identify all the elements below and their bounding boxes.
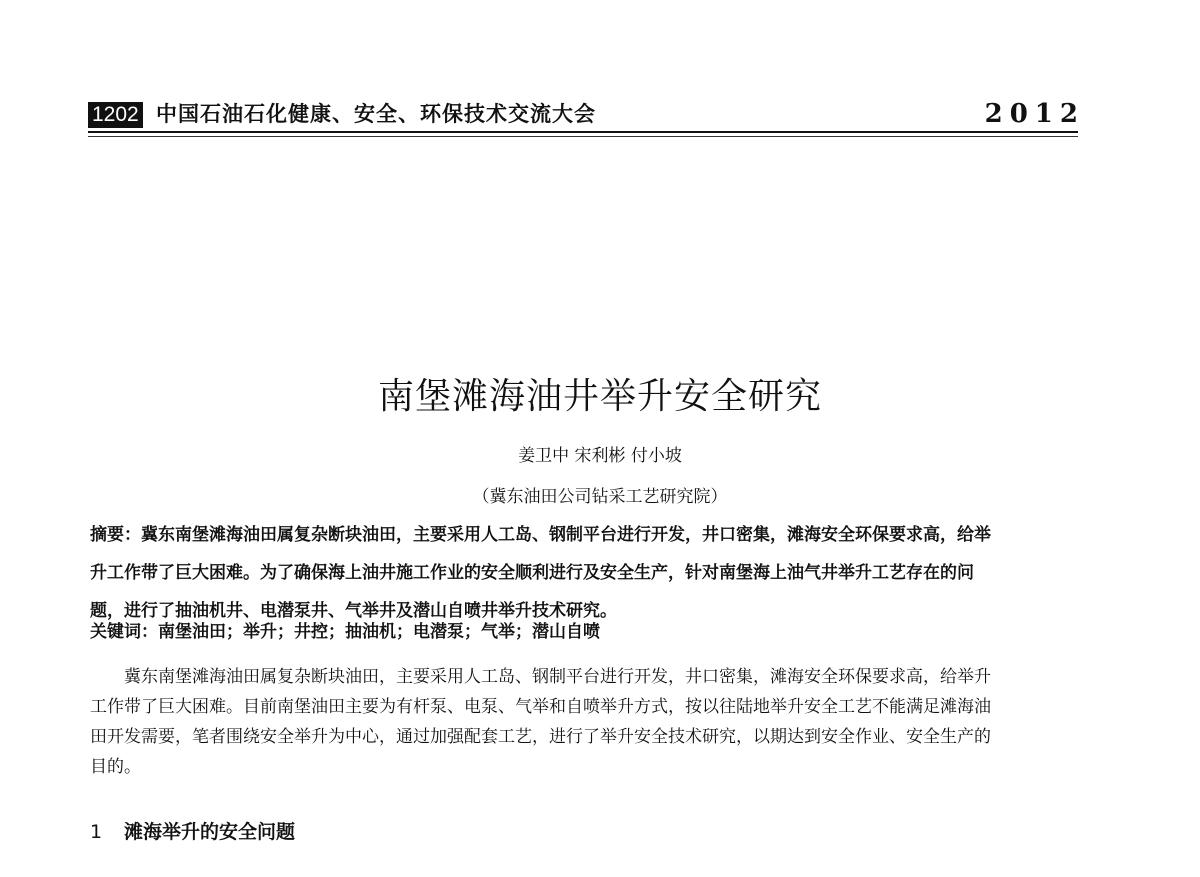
year-label: 2012 [984,99,1085,129]
abstract-line: 题，进行了抽油机井、电潜泵井、气举井及潜山自喷井举升技术研究。 [90,601,617,621]
header-rule-thin [88,136,1078,137]
section-number: 1 [90,821,103,843]
section-heading [90,815,295,849]
paragraph-line: 工作带了巨大困难。目前南堡油田主要为有杆泵、电泵、气举和自喷举升方式，按以往陆地举升安全工艺不能满足滩海油 [90,697,991,717]
paragraph-line: 冀东南堡滩海油田属复杂断块油田，主要采用人工岛、钢制平台进行开发，井口密集，滩海安全环保要求高，给举升 [124,667,991,687]
paragraph-line: 田开发需要，笔者围绕安全举升为中心，通过加强配套工艺，进行了举升安全技术研究，以期达到安全作业、安全生产的 [90,727,991,747]
conference-title: 中国石油石化健康、安全、环保技术交流大会 [156,102,596,126]
page-number: 1202 [88,102,143,128]
authors: 姜卫中 宋利彬 付小坡 [518,446,682,466]
keywords: 关键词：南堡油田；举升；井控；抽油机；电潜泵；气举；潜山自喷 [90,622,600,642]
section-title: 滩海举升的安全问题 [124,821,296,843]
paragraph-line: 目的。 [90,757,141,777]
running-header [88,98,1085,132]
abstract [90,516,1080,630]
abstract-line: 升工作带了巨大困难。为了确保海上油井施工作业的安全顺利进行及安全生产，针对南堡海上油气井举升工艺存在的问 [90,563,974,583]
header-rule-thick [88,131,1078,133]
intro-paragraph [90,662,1080,782]
abstract-line: 摘要：冀东南堡滩海油田属复杂断块油田，主要采用人工岛、钢制平台进行开发，井口密集，滩海安全环保要求高，给举 [90,525,991,545]
affiliation: （冀东油田公司钻采工艺研究院） [472,487,728,507]
paper-title: 南堡滩海油井举升安全研究 [377,376,822,417]
